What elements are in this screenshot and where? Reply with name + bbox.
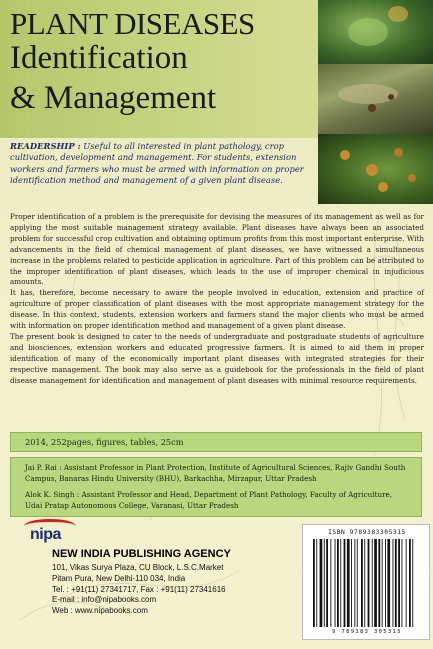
- publisher-address-1: 101, Vikas Surya Plaza, CU Block, L.S.C.Market: [52, 563, 224, 572]
- publisher-name: NEW INDIA PUBLISHING AGENCY: [52, 548, 231, 560]
- description-paragraph: It has, therefore, become necessary to aware the people involved in education, extension and practice of agriculture of proper classification of plant diseases with the most appropriate management strategy for the disease. In this context, students, extension workers and farmers stand the major clients who must be armed with information on proper identification method and management of a given plant disease.: [10, 288, 424, 331]
- book-description: [10, 212, 424, 387]
- readership-text: Useful to all interested in plant pathology, crop cultivation, development and management. For students, extension workers and farmers who must be armed with information on proper identification method and management of a given plant disease.: [10, 141, 304, 186]
- publisher-address-2: Pitam Pura, New Delhi-110 034, India: [52, 573, 186, 583]
- readership-label: READERSHIP :: [10, 141, 81, 151]
- publisher-web: Web : www.nipabooks.com: [52, 606, 148, 616]
- book-title-line-2: Identification: [10, 40, 188, 76]
- publisher-email: E-mail : info@nipabooks.com: [52, 595, 157, 605]
- publisher-contact: [52, 563, 272, 617]
- logo-arc-icon: [24, 519, 76, 533]
- isbn-barcode-box: [302, 524, 430, 640]
- author-entry: Alok K. Singh : Assistant Professor and Head, Department of Plant Pathology, Faculty of Agriculture, Udai Pratap Autonomous College, Varanasi, Uttar Pradesh: [25, 490, 393, 510]
- logo-wordmark: nipa: [30, 526, 61, 543]
- leaf-photo-3: [318, 134, 433, 204]
- description-paragraph: Proper identification of a problem is the prerequisite for devising the measures of its management as well as for applying the most suitable management strategy available. Plant diseases have always been an associated problem for successful crop cultivation and obtaining optimum profits from this most important enterprise. With advancements in the field of chemical management of plant diseases, we have witnessed a simultaneous increase in the problems related to pesticide application in agriculture. Part of this problem can be attributed to the improper identification of plant diseases, which leads to the use of improper chemical in injudicious amounts.: [10, 212, 424, 287]
- author-entry: Jai P. Rai : Assistant Professor in Plant Protection, Institute of Agricultural Sciences, Rajiv Gandhi South Campus, Banaras Hindu University (BHU), Barkachha, Mirzapur, Uttar Pradesh: [25, 463, 406, 483]
- barcode-icon: [313, 539, 421, 627]
- leaf-photo-1: [318, 0, 433, 64]
- isbn-label: ISBN 9789383305315: [328, 529, 406, 536]
- leaf-photo-2: [318, 64, 433, 134]
- description-paragraph: The present book is designed to cater to the needs of undergraduate and postgraduate students of agriculture and biosciences, extension workers and educated progressive farmers. It is aimed to aid them in proper identification of many of the economically important plant diseases with integrated strategies for their respective management. The book may also serve as a guidebook for the professionals in the field of plant disease management for identification and management of plant diseases with minimal resource requirements.: [10, 331, 424, 385]
- isbn-digits: 9 789383 305315: [332, 629, 402, 635]
- readership-note: [10, 141, 310, 187]
- publication-info: 2014, 252pages, figures, tables, 25cm: [10, 432, 422, 452]
- publisher-phone: Tel. : +91(11) 27341717, Fax : +91(11) 27341616: [52, 584, 226, 594]
- book-title-line-3: & Management: [10, 80, 217, 116]
- book-title-line-1: PLANT DISEASES: [10, 6, 255, 41]
- author-box: [10, 457, 422, 517]
- publisher-logo: [30, 525, 70, 545]
